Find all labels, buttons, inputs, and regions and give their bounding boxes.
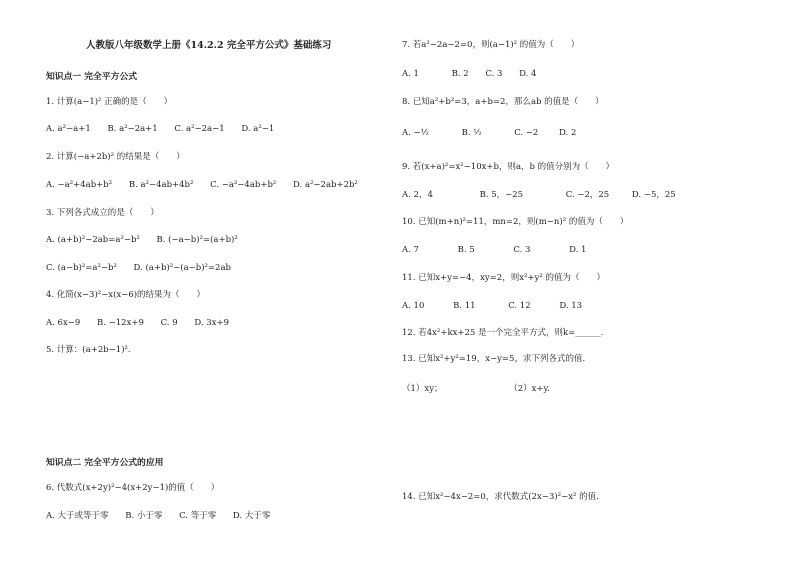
question-10-options: [402, 245, 600, 255]
question-13-parts: [402, 384, 564, 394]
question-2-stem: 2. 计算(−a+2b)² 的结果是（ ）: [46, 152, 185, 162]
question-13-stem: 13. 已知x²+y²=19，x−y=5，求下列各式的值.: [402, 354, 586, 364]
option-a: A. 6x−9: [46, 318, 81, 328]
option-d: D. −5，25: [631, 190, 676, 200]
option-c: C. −2，25: [565, 190, 610, 200]
option-a: A. 7: [402, 245, 419, 255]
question-3-stem: 3. 下列各式成立的是（ ）: [46, 208, 159, 218]
question-4-options: [46, 318, 243, 328]
question-7-options: [402, 69, 550, 79]
option-d: D. 3x+9: [194, 318, 229, 328]
question-7-stem: 7. 若a²−2a−2=0，则(a−1)² 的值为（ ）: [402, 40, 580, 50]
option-c: C. 等于零: [179, 511, 217, 521]
section-heading-2: 知识点二 完全平方公式的应用: [46, 458, 164, 468]
question-11-stem: 11. 已知x+y=−4，xy=2，则x²+y² 的值为（ ）: [402, 273, 605, 283]
option-a: A. (a+b)²−2ab=a²−b²: [46, 235, 140, 245]
question-6-stem: 6. 代数式(x+2y)²−4(x+2y−1)的值（ ）: [46, 483, 220, 493]
option-c: C. 3: [513, 245, 531, 255]
option-d: D. 13: [559, 301, 583, 311]
question-1-options: [46, 124, 288, 134]
question-14-stem: 14. 已知x²−4x−2=0，求代数式(2x−3)²−x² 的值.: [402, 492, 599, 502]
question-13-part-1: （1）xy；: [402, 384, 443, 394]
option-c: C. −a²−4ab+b²: [210, 180, 277, 190]
option-b: B. 5，−25: [479, 190, 524, 200]
option-a: A. 1: [402, 69, 419, 79]
option-c: C. (a−b)²=a²−b²: [46, 263, 117, 273]
question-8-options: [402, 128, 590, 138]
option-d: D. (a+b)²−(a−b)²=2ab: [133, 263, 231, 273]
question-3-options-row1: [46, 235, 252, 245]
option-a: A. 大于或等于零: [46, 511, 109, 521]
question-5-stem: 5. 计算：(a+2b−1)².: [46, 345, 131, 355]
option-b: B. a²−2a+1: [107, 124, 158, 134]
option-b: B. −12x+9: [96, 318, 144, 328]
option-d: D. a²−1: [241, 124, 275, 134]
option-b: B. (−a−b)²=(a+b)²: [156, 235, 238, 245]
option-d: D. 1: [569, 245, 587, 255]
question-11-options: [402, 301, 596, 311]
option-c: C. 12: [508, 301, 531, 311]
option-d: D. 2: [559, 128, 577, 138]
option-d: D. a²−2ab+2b²: [293, 180, 358, 190]
section-heading-1: 知识点一 完全平方公式: [46, 72, 138, 82]
question-4-stem: 4. 化简(x−3)²−x(x−6)的结果为（ ）: [46, 290, 206, 300]
option-c: C. a²−2a−1: [174, 124, 225, 134]
question-3-options-row2: [46, 263, 245, 273]
question-9-stem: 9. 若(x+a)²=x²−10x+b，则a，b 的值分别为（ ）: [402, 162, 615, 172]
option-a: A. −½: [402, 128, 429, 138]
option-a: A. −a²+4ab+b²: [46, 180, 113, 190]
question-6-options: [46, 511, 284, 521]
option-b: B. 5: [457, 245, 475, 255]
option-a: A. a²−a+1: [46, 124, 91, 134]
option-b: B. 小于零: [125, 511, 163, 521]
question-2-options: [46, 180, 372, 190]
option-d: D. 4: [519, 69, 537, 79]
option-b: B. ½: [461, 128, 482, 138]
option-b: B. 11: [453, 301, 476, 311]
option-c: C. −2: [514, 128, 539, 138]
question-9-options: [402, 190, 690, 200]
option-b: B. a²−4ab+4b²: [128, 180, 194, 190]
question-1-stem: 1. 计算(a−1)² 正确的是（ ）: [46, 97, 173, 107]
option-c: C. 9: [160, 318, 178, 328]
question-12-stem: 12. 若4x²+kx+25 是一个完全平方式，则k=______.: [402, 328, 604, 338]
question-8-stem: 8. 已知a²+b²=3，a+b=2，那么ab 的值是（ ）: [402, 97, 604, 107]
option-a: A. 2，4: [402, 190, 433, 200]
option-d: D. 大于零: [232, 511, 271, 521]
page-title: 人教版八年级数学上册《14.2.2 完全平方公式》基础练习: [86, 40, 332, 51]
option-c: C. 3: [485, 69, 503, 79]
option-b: B. 2: [451, 69, 469, 79]
option-a: A. 10: [402, 301, 425, 311]
question-10-stem: 10. 已知(m+n)²=11，mn=2，则(m−n)² 的值为（ ）: [402, 217, 629, 227]
question-13-part-2: （2）x+y.: [509, 384, 550, 394]
